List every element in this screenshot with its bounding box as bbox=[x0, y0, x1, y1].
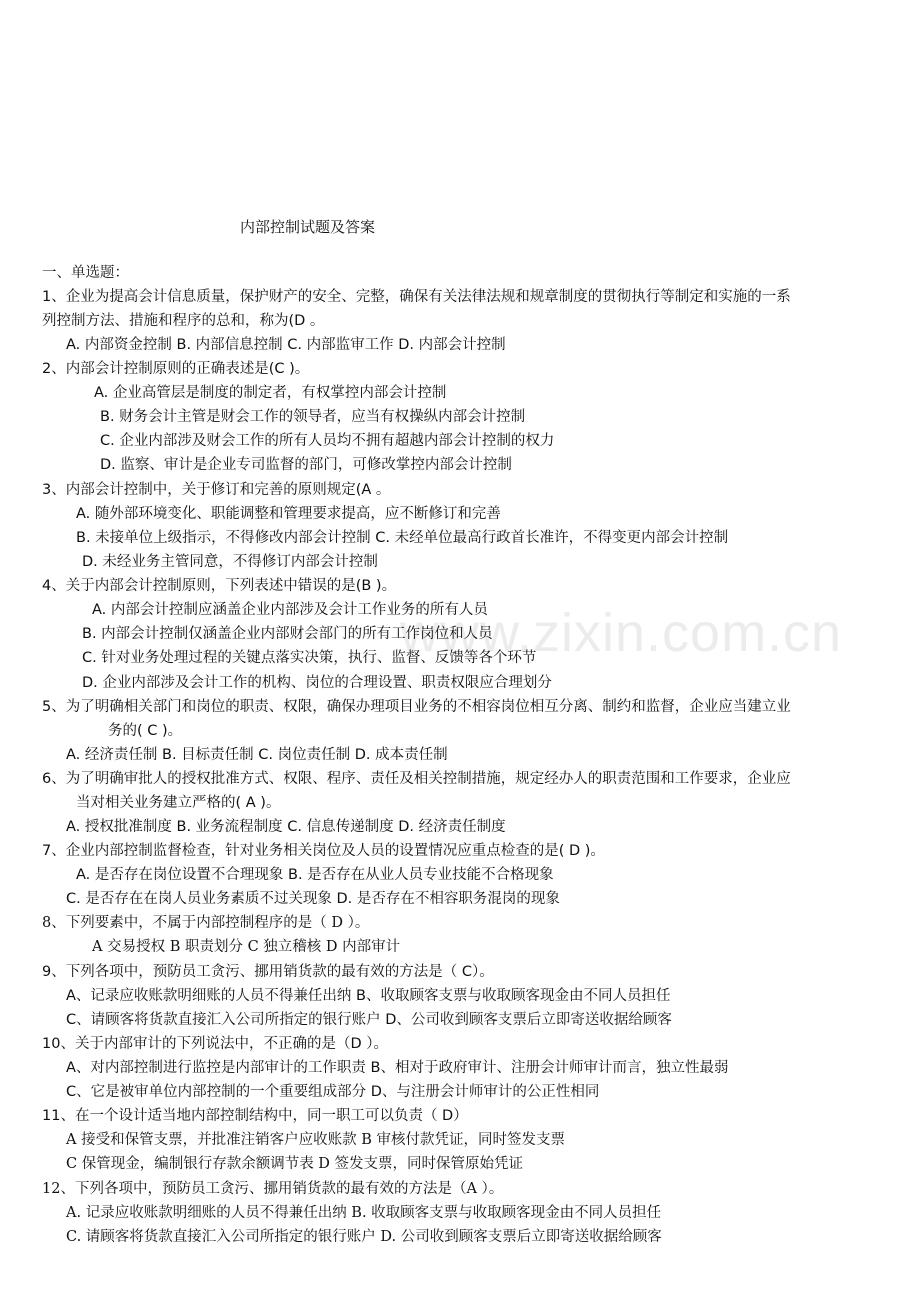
q6-options: A. 授权批准制度 B. 业务流程制度 C. 信息传递制度 D. 经济责任制度 bbox=[66, 819, 506, 835]
q5-stem-line1: 5、为了明确相关部门和岗位的职责、权限，确保办理项目业务的不相容岗位相互分离、制约和监督，企业应当建立业 bbox=[42, 699, 791, 715]
q7-stem: 7、企业内部控制监督检查，针对业务相关岗位及人员的设置情况应重点检查的是( D )。 bbox=[42, 843, 605, 859]
q6-stem-line1: 6、为了明确审批人的授权批准方式、权限、程序、责任及相关控制措施，规定经办人的职责范围和工作要求，企业应 bbox=[42, 771, 791, 787]
q2-option-d: D. 监察、审计是企业专司监督的部门，可修改掌控内部会计控制 bbox=[100, 457, 512, 473]
q2-option-a: A. 企业高管层是制度的制定者，有权掌控内部会计控制 bbox=[94, 385, 447, 401]
q5-stem-line2: 务的( C )。 bbox=[108, 723, 183, 739]
q12-options-cd: C. 请顾客将货款直接汇入公司所指定的银行账户 D. 公司收到顾客支票后立即寄送收据给顾客 bbox=[66, 1229, 662, 1245]
q11-options-cd: C 保管现金，编制银行存款余额调节表 D 签发支票，同时保管原始凭证 bbox=[66, 1156, 524, 1172]
q2-option-b: B. 财务会计主管是财会工作的领导者，应当有权操纵内部会计控制 bbox=[100, 409, 526, 425]
q4-option-a: A. 内部会计控制应涵盖企业内部涉及会计工作业务的所有人员 bbox=[92, 602, 488, 618]
q7-options-ab: A. 是否存在岗位设置不合理现象 B. 是否存在从业人员专业技能不合格现象 bbox=[76, 867, 554, 883]
q1-stem-line1: 1、企业为提高会计信息质量，保护财产的安全、完整，确保有关法律法规和规章制度的贯彻执行等制定和实施的一系 bbox=[42, 289, 791, 305]
q9-options-cd: C、请顾客将货款直接汇入公司所指定的银行账户 D、公司收到顾客支票后立即寄送收据给顾客 bbox=[66, 1012, 672, 1028]
q11-options-ab: A 接受和保管支票，并批准注销客户应收账款 B 审核付款凭证，同时签发支票 bbox=[66, 1132, 565, 1148]
q3-option-d: D. 未经业务主管同意，不得修订内部会计控制 bbox=[82, 554, 378, 570]
q6-stem-line2: 当对相关业务建立严格的( A )。 bbox=[76, 795, 281, 811]
q10-stem: 10、关于内部审计的下列说法中，不正确的是（D ）。 bbox=[42, 1036, 388, 1052]
q4-option-b: B. 内部会计控制仅涵盖企业内部财会部门的所有工作岗位和人员 bbox=[82, 626, 493, 642]
q2-stem: 2、内部会计控制原则的正确表述是(C )。 bbox=[42, 361, 310, 377]
q2-option-c: C. 企业内部涉及财会工作的所有人员均不拥有超越内部会计控制的权力 bbox=[100, 433, 555, 449]
document-title: 内部控制试题及答案 bbox=[240, 218, 376, 236]
q10-options-ab: A、对内部控制进行监控是内部审计的工作职责 B、相对于政府审计、注册会计师审计而言，独立性最弱 bbox=[66, 1060, 729, 1076]
q5-options: A. 经济责任制 B. 目标责任制 C. 岗位责任制 D. 成本责任制 bbox=[66, 747, 448, 763]
q4-option-d: D. 企业内部涉及会计工作的机构、岗位的合理设置、职责权限应合理划分 bbox=[82, 675, 552, 691]
q8-stem: 8、下列要素中，不属于内部控制程序的是（ D ）。 bbox=[42, 915, 370, 931]
q4-stem: 4、关于内部会计控制原则，下列表述中错误的是(B )。 bbox=[42, 578, 397, 594]
q9-options-ab: A、记录应收账款明细账的人员不得兼任出纳 B、收取顾客支票与收取顾客现金由不同人员担任 bbox=[66, 988, 671, 1004]
q11-stem: 11、在一个设计适当地内部控制结构中，同一职工可以负责（ D） bbox=[42, 1108, 468, 1124]
q9-stem: 9、下列各项中，预防员工贪污、挪用销货款的最有效的方法是（ C）。 bbox=[42, 964, 494, 980]
q8-options: A 交易授权 B 职责划分 C 独立稽核 D 内部审计 bbox=[92, 939, 401, 955]
q12-stem: 12、下列各项中，预防员工贪污、挪用销货款的最有效的方法是（A ）。 bbox=[42, 1181, 504, 1197]
q3-option-a: A. 随外部环境变化、职能调整和管理要求提高，应不断修订和完善 bbox=[76, 506, 501, 522]
q1-options: A. 内部资金控制 B. 内部信息控制 C. 内部监审工作 D. 内部会计控制 bbox=[66, 337, 506, 353]
q10-options-cd: C、它是被审单位内部控制的一个重要组成部分 D、与注册会计师审计的公正性相同 bbox=[66, 1084, 600, 1100]
q12-options-ab: A. 记录应收账款明细账的人员不得兼任出纳 B. 收取顾客支票与收取顾客现金由不同人员担任 bbox=[66, 1205, 662, 1221]
q7-options-cd: C. 是否存在在岗人员业务素质不过关现象 D. 是否存在不相容职务混岗的现象 bbox=[66, 891, 560, 907]
q1-stem-line2: 列控制方法、措施和程序的总和，称为(D 。 bbox=[42, 313, 325, 329]
q4-option-c: C. 针对业务处理过程的关键点落实决策，执行、监督、反馈等各个环节 bbox=[82, 650, 537, 666]
section-heading: 一、单选题： bbox=[42, 265, 129, 281]
q3-stem: 3、内部会计控制中，关于修订和完善的原则规定(A 。 bbox=[42, 482, 391, 498]
watermark: www.zixin.com.cn bbox=[400, 603, 843, 663]
q3-options-bc: B. 未接单位上级指示，不得修改内部会计控制 C. 未经单位最高行政首长准许，不得变更内部会计控制 bbox=[76, 530, 729, 546]
